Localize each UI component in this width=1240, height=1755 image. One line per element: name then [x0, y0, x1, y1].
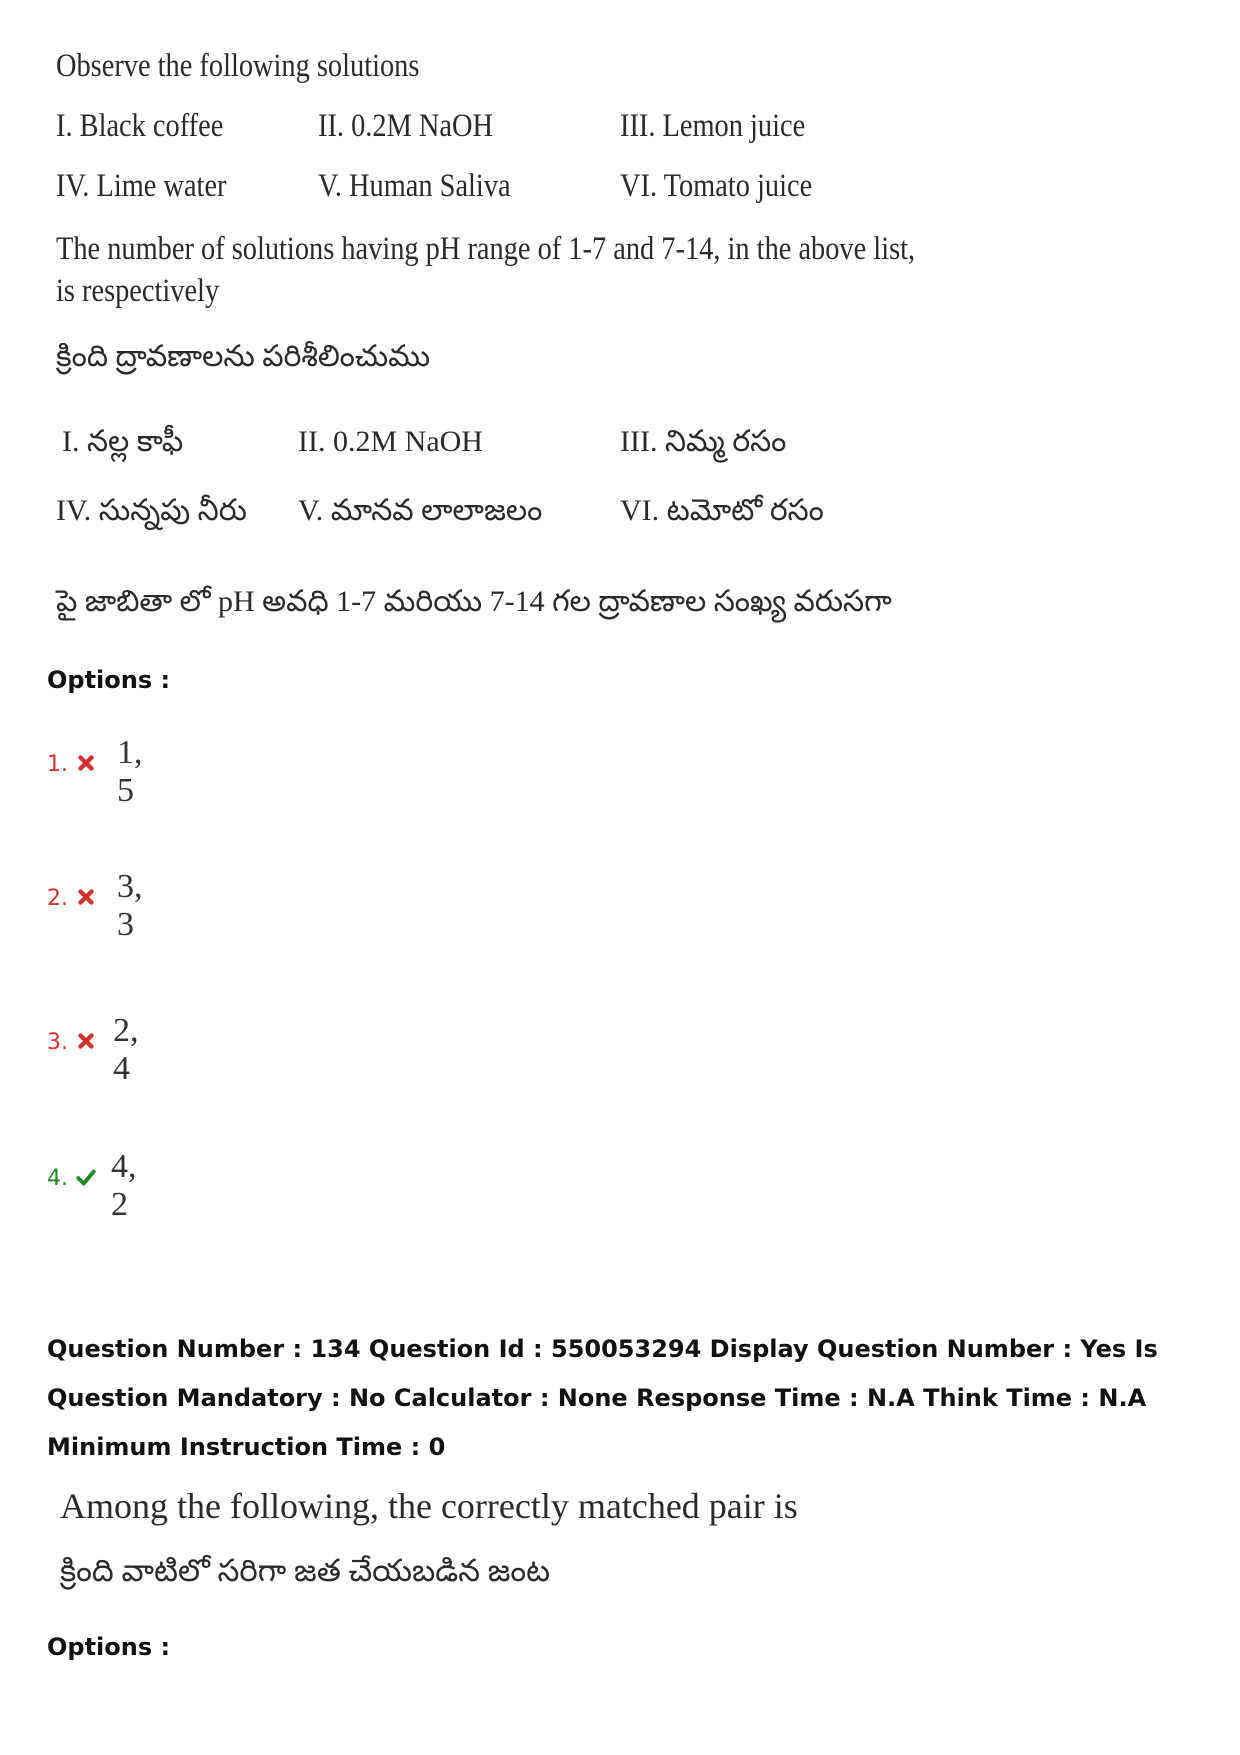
- option-value: 1, 5: [117, 734, 143, 809]
- solution-item: III. Lemon juice: [620, 108, 806, 144]
- solution-item-telugu: II. 0.2M NaOH: [298, 425, 483, 458]
- cross-icon: [75, 1030, 97, 1052]
- question-stem-telugu: పై జాబితా లో pH అవధి 1-7 మరియు 7-14 గల ద్రావణాల సంఖ్య వరుసగా: [56, 585, 892, 618]
- solution-item-telugu: V. మానవ లాలాజలం: [298, 494, 543, 527]
- question-stem: Among the following, the correctly matched pair is: [60, 1486, 798, 1526]
- solution-item: V. Human Saliva: [318, 168, 511, 204]
- option-number: 1.: [47, 752, 68, 777]
- question-intro-telugu: క్రింది ద్రావణాలను పరిశీలించుము: [56, 340, 431, 373]
- option-number: 2.: [47, 886, 68, 911]
- option-value: 2, 4: [113, 1012, 139, 1087]
- solution-item: I. Black coffee: [56, 108, 224, 144]
- cross-icon: [75, 886, 97, 908]
- solution-item: II. 0.2M NaOH: [318, 108, 493, 144]
- option-value: 3, 3: [117, 868, 143, 943]
- solution-item: VI. Tomato juice: [620, 168, 813, 204]
- question-metadata: Question Number : 134 Question Id : 550053294 Display Question Number : Yes Is Question Mandatory : No Calculator : None Response Time : N.A Think Time : N.A Minimum Instruction Time : 0: [47, 1335, 1158, 1461]
- solution-item-telugu: I. నల్ల కాఫీ: [62, 425, 184, 458]
- option-number: 4.: [47, 1166, 68, 1191]
- solution-item-telugu: IV. సున్నపు నీరు: [56, 494, 247, 527]
- question-stem: The number of solutions having pH range of 1-7 and 7-14, in the above list, is respectively: [56, 231, 916, 309]
- solution-item-telugu: III. నిమ్మ రసం: [620, 425, 787, 458]
- option-value: 4, 2: [111, 1148, 137, 1223]
- question-stem-telugu: క్రింది వాటిలో సరిగా జత చేయబడిన జంట: [60, 1553, 551, 1588]
- solution-item: IV. Lime water: [56, 168, 227, 204]
- question-intro: Observe the following solutions: [56, 48, 420, 84]
- cross-icon: [75, 752, 97, 774]
- options-label: Options :: [47, 1633, 171, 1661]
- solution-item-telugu: VI. టమోటో రసం: [620, 494, 824, 527]
- option-number: 3.: [47, 1030, 68, 1055]
- check-icon: [75, 1166, 97, 1188]
- options-label: Options :: [47, 666, 171, 694]
